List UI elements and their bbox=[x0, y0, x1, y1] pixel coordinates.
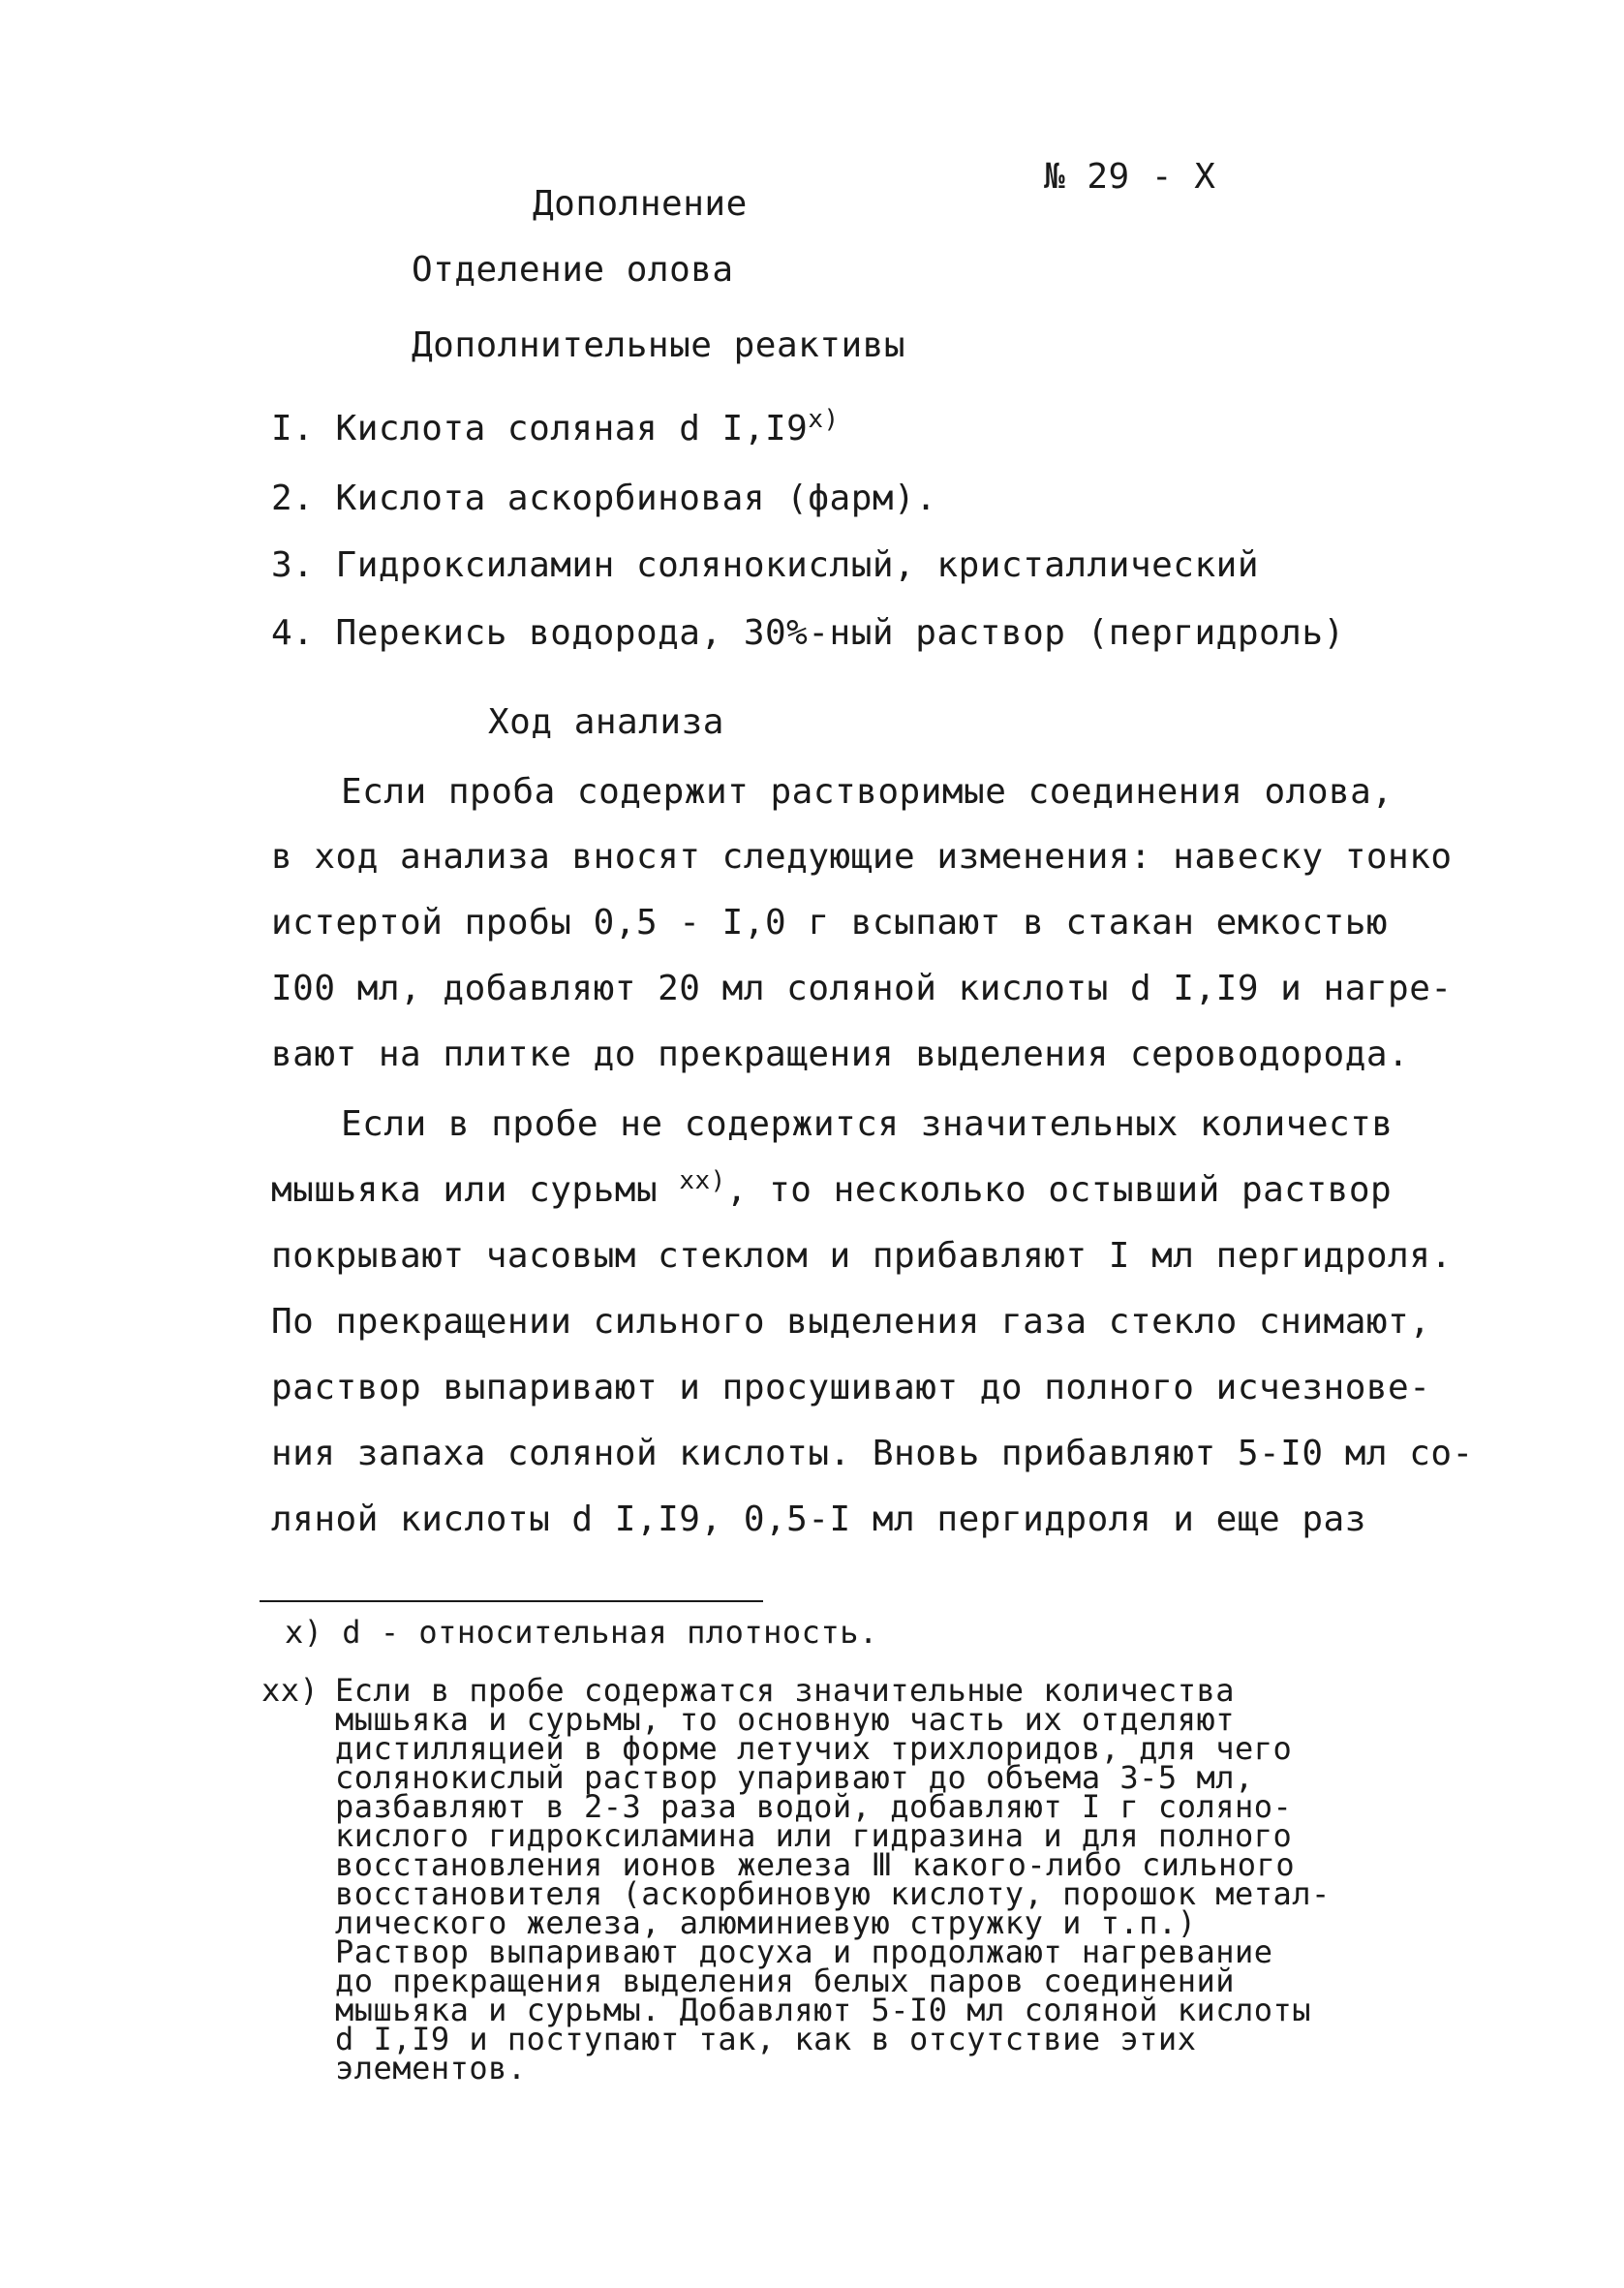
footnote-divider bbox=[260, 1600, 763, 1602]
reagent-item-4: 4. Перекись водорода, 30%-ный раствор (пергидроль) bbox=[271, 613, 1345, 653]
footnote-line: дистилляцией в форме летучих трихлоридов, для чего bbox=[335, 1730, 1293, 1767]
paragraph-line: Если в пробе не содержится значительных количеств bbox=[341, 1104, 1394, 1144]
section-subheading: Отделение олова bbox=[412, 250, 734, 290]
footnote-line: кислого гидроксиламина или гидразина и для полного bbox=[335, 1817, 1293, 1854]
page-heading: Дополнение bbox=[533, 184, 748, 224]
footnote-2-body bbox=[335, 1672, 1400, 2087]
paragraph-line: вают на плитке до прекращения выделения сероводорода. bbox=[271, 1035, 1410, 1074]
paragraph-line: истертой пробы 0,5 - I,0 г всыпают в стакан емкостью bbox=[271, 903, 1389, 943]
reagent-item-2: 2. Кислота аскорбиновая (фарм). bbox=[271, 479, 937, 518]
paragraph-line: По прекращении сильного выделения газа стекло снимают, bbox=[271, 1302, 1431, 1342]
footnote-marker-xx: xx) bbox=[679, 1166, 726, 1195]
footnote-line: d I,I9 и поступают так, как в отсутствие этих bbox=[335, 2021, 1197, 2057]
footnote-line: мышьяка и сурьмы. Добавляют 5-I0 мл соляной кислоты bbox=[335, 1992, 1312, 2028]
reagent-item-1: I. Кислота соляная d I,I9$^{x)}$ bbox=[271, 405, 840, 448]
paragraph-line: ния запаха соляной кислоты. Вновь прибавляют 5-I0 мл со- bbox=[271, 1434, 1474, 1473]
paragraph-line: Если проба содержит растворимые соединения олова, bbox=[341, 772, 1394, 812]
footnote-line: восстановления ионов железа Ⅲ какого-либо сильного bbox=[335, 1846, 1296, 1883]
document-number: № 29 - X bbox=[1044, 157, 1216, 197]
footnote-line: восстановителя (аскорбиновую кислоту, порошок метал- bbox=[335, 1875, 1331, 1912]
footnote-line: лического железа, алюминиевую стружку и т.п.) bbox=[335, 1904, 1197, 1941]
footnote-2-marker: xx) bbox=[261, 1672, 320, 1709]
paragraph-line: раствор выпаривают и просушивают до полного исчезнове- bbox=[271, 1368, 1431, 1407]
footnote-line: до прекращения выделения белых паров соединений bbox=[335, 1963, 1235, 1999]
footnote-line: солянокислый раствор упаривают до объема 3-5 мл, bbox=[335, 1759, 1254, 1796]
paragraph-line: покрывают часовым стеклом и прибавляют I мл пергидроля. bbox=[271, 1236, 1453, 1276]
footnote-line: Если в пробе содержатся значительные количества bbox=[335, 1672, 1235, 1709]
analysis-title: Ход анализа bbox=[488, 702, 724, 742]
footnote-line: мышьяка и сурьмы, то основную часть их отделяют bbox=[335, 1701, 1235, 1738]
reagents-title: Дополнительные реактивы bbox=[412, 325, 905, 365]
paragraph-line: I00 мл, добавляют 20 мл соляной кислоты d I,I9 и нагре- bbox=[271, 969, 1453, 1008]
reagent-item-3: 3. Гидроксиламин солянокислый, кристаллический bbox=[271, 545, 1259, 585]
footnote-marker-x: x) bbox=[808, 405, 840, 434]
footnote-1: x) d - относительная плотность. bbox=[285, 1614, 878, 1651]
footnote-line: разбавляют в 2-3 раза водой, добавляют I г соляно- bbox=[335, 1788, 1293, 1825]
paragraph-line: в ход анализа вносят следующие изменения: навеску тонко bbox=[271, 837, 1453, 877]
paragraph-line: мышьяка или сурьмы $^{xx)}$, то несколько остывший раствор bbox=[271, 1166, 1393, 1210]
footnote-line: Раствор выпаривают досуха и продолжают нагревание bbox=[335, 1933, 1273, 1970]
paragraph-line: ляной кислоты d I,I9, 0,5-I мл пергидроля и еще раз bbox=[271, 1500, 1366, 1539]
footnote-line: элементов. bbox=[335, 2050, 527, 2087]
